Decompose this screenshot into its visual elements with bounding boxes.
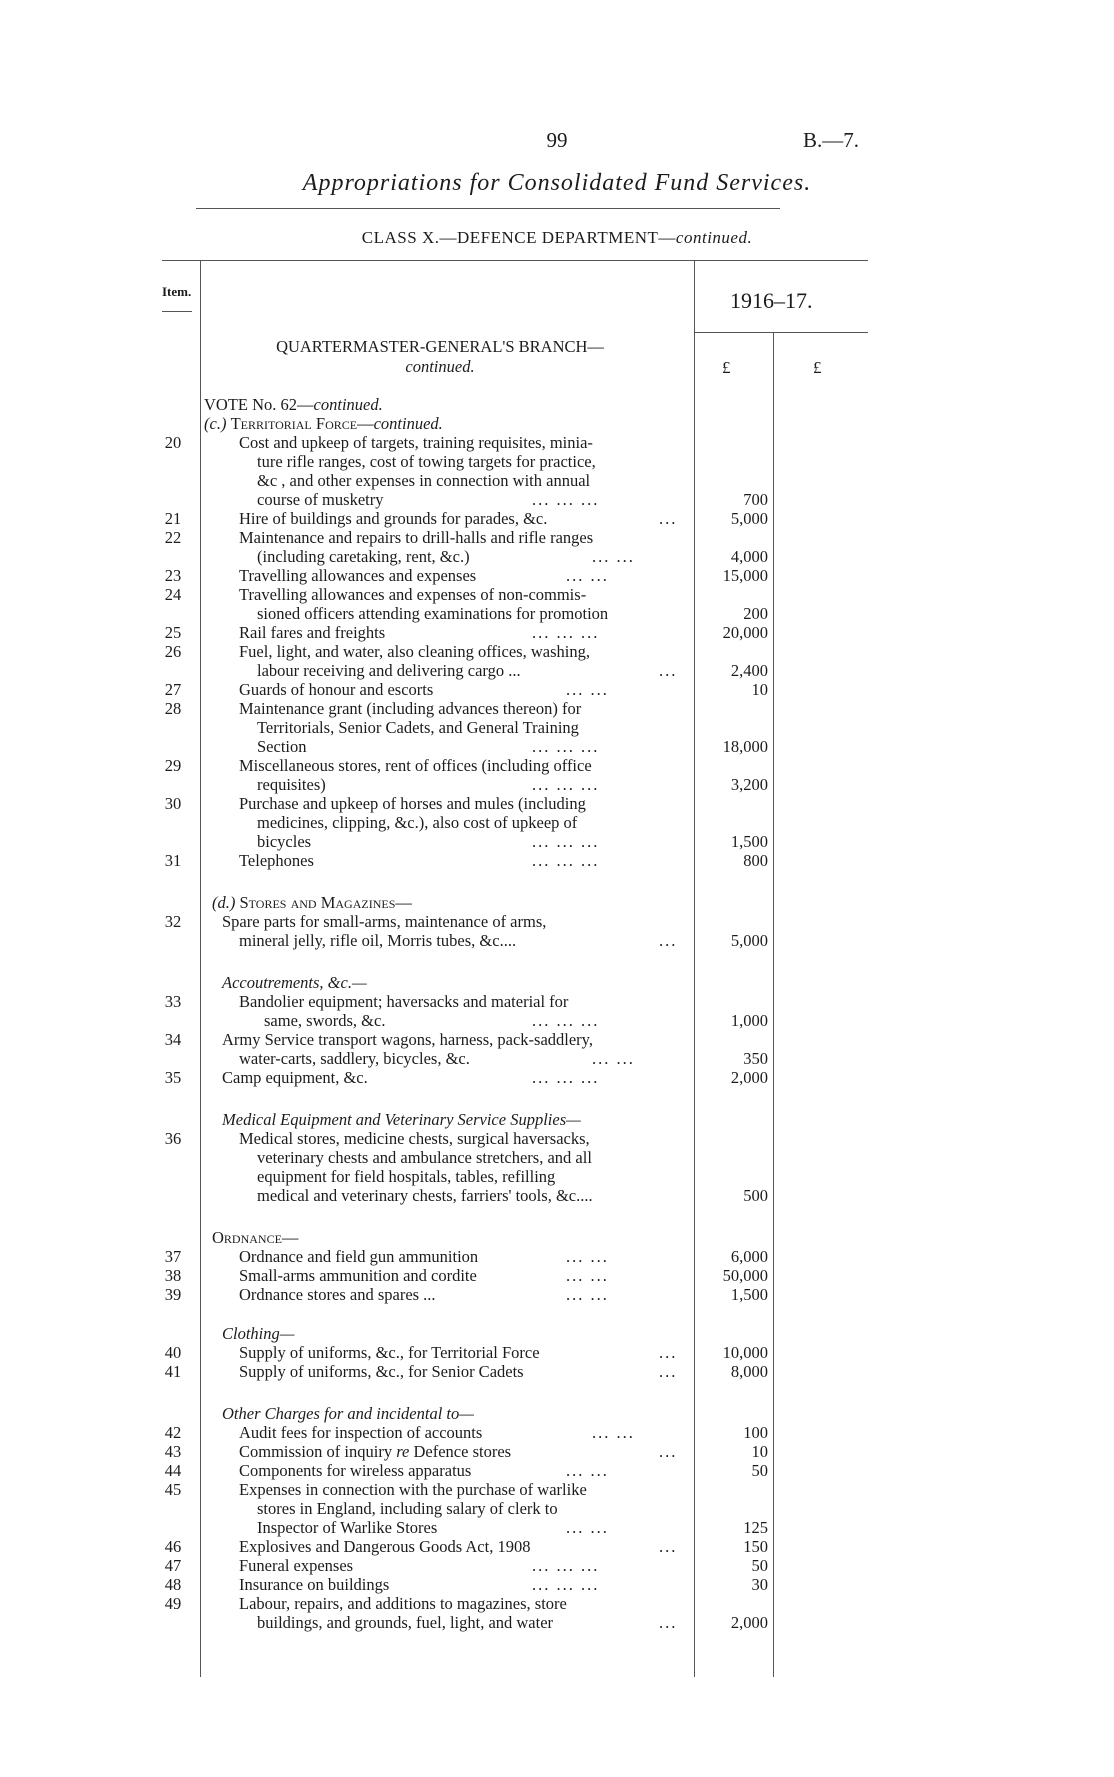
item-description: Maintenance grant (including advances thereon) for: [239, 699, 582, 718]
leader-dots: ... ...: [566, 1247, 609, 1266]
item-description: Explosives and Dangerous Goods Act, 1908: [239, 1537, 531, 1556]
leader-dots: ...: [659, 1442, 678, 1461]
leader-dots: ...: [659, 661, 678, 680]
item-description: medical and veterinary chests, farriers' tools, &c....: [257, 1186, 593, 1205]
leader-dots: ... ... ...: [532, 1011, 600, 1030]
leader-dots: ... ...: [592, 547, 635, 566]
item-amount: 15,000: [722, 566, 768, 585]
item-amount: 2,000: [730, 1068, 768, 1087]
item-description: Inspector of Warlike Stores: [257, 1518, 438, 1537]
item-description: requisites): [257, 775, 326, 794]
leader-dots: ... ... ...: [532, 1575, 600, 1594]
leader-dots: ... ... ...: [532, 851, 600, 870]
vote-heading: VOTE No. 62—continued.: [204, 395, 383, 414]
item-description: Camp equipment, &c.: [222, 1068, 368, 1087]
item-description: Cost and upkeep of targets, training requisites, minia-: [239, 433, 593, 452]
item-description: Audit fees for inspection of accounts: [239, 1423, 483, 1442]
branch-heading: QUARTERMASTER-GENERAL'S BRANCH— continued.: [276, 337, 604, 376]
item-number: 28: [164, 699, 182, 718]
item-description: Funeral expenses: [239, 1556, 354, 1575]
item-column-header: Item.: [162, 284, 192, 299]
item-amount: 10: [751, 680, 768, 699]
item-description: Bandolier equipment; haversacks and material for: [239, 992, 569, 1011]
item-amount: 30: [751, 1575, 768, 1594]
item-description: stores in England, including salary of clerk to: [257, 1499, 558, 1518]
item-number: 21: [164, 509, 182, 528]
item-number: 46: [164, 1537, 182, 1556]
item-amount: 5,000: [730, 509, 768, 528]
item-number: 47: [164, 1556, 182, 1575]
item-description: (including caretaking, rent, &c.): [257, 547, 470, 566]
item-number: 20: [164, 433, 182, 452]
item-amount: 125: [743, 1518, 768, 1537]
item-amount: 700: [743, 490, 768, 509]
item-description: labour receiving and delivering cargo ...: [257, 661, 521, 680]
item-description: Spare parts for small-arms, maintenance of arms,: [222, 912, 547, 931]
item-description: sioned officers attending examinations for promotion: [257, 604, 609, 623]
item-number: 25: [164, 623, 182, 642]
page-title: Appropriations for Consolidated Fund Services.: [302, 170, 812, 196]
item-description: Travelling allowances and expenses of non-commis-: [239, 585, 587, 604]
leader-dots: ...: [659, 931, 678, 950]
item-amount: 20,000: [722, 623, 768, 642]
item-description: Maintenance and repairs to drill-halls and rifle ranges: [239, 528, 594, 547]
item-description: Purchase and upkeep of horses and mules (including: [239, 794, 586, 813]
item-amount: 1,000: [730, 1011, 768, 1030]
leader-dots: ... ... ...: [532, 1068, 600, 1087]
item-number: 31: [164, 851, 182, 870]
subsection-heading: Medical Equipment and Veterinary Service Supplies—: [222, 1110, 581, 1129]
item-description: Ordnance stores and spares ...: [239, 1285, 436, 1304]
subsection-heading: Accoutrements, &c.—: [222, 973, 367, 992]
item-number: 44: [164, 1461, 182, 1480]
item-description: Fuel, light, and water, also cleaning offices, washing,: [239, 642, 590, 661]
item-number: 49: [164, 1594, 182, 1613]
item-description: medicines, clipping, &c.), also cost of upkeep of: [257, 813, 578, 832]
leader-dots: ... ...: [566, 566, 609, 585]
item-description: buildings, and grounds, fuel, light, and water: [257, 1613, 554, 1632]
title-rule: [196, 208, 780, 209]
item-column-rule: [200, 260, 201, 1677]
item-description: Territorials, Senior Cadets, and General Training: [257, 718, 579, 737]
year-column-header: 1916–17.: [730, 288, 813, 313]
item-description: &c , and other expenses in connection with annual: [257, 471, 591, 490]
subsection-heading: Other Charges for and incidental to—: [222, 1404, 474, 1423]
item-amount: 50: [751, 1556, 768, 1575]
item-description: Ordnance and field gun ammunition: [239, 1247, 479, 1266]
item-description: Expenses in connection with the purchase of warlike: [239, 1480, 587, 1499]
item-description: course of musketry: [257, 490, 384, 509]
leader-dots: ... ...: [566, 1266, 609, 1285]
item-amount: 200: [743, 604, 768, 623]
item-amount: 800: [743, 851, 768, 870]
page-reference: B.—7.: [803, 128, 860, 152]
item-number: 48: [164, 1575, 182, 1594]
item-description: Components for wireless apparatus: [239, 1461, 472, 1480]
item-amount: 6,000: [730, 1247, 768, 1266]
section-d-heading: (d.) Stores and Magazines—: [212, 893, 412, 912]
amount-column-rule: [773, 332, 774, 1677]
subsection-heading: Clothing—: [222, 1324, 295, 1343]
item-description: Hire of buildings and grounds for parades, &c.: [239, 509, 548, 528]
item-description: mineral jelly, rifle oil, Morris tubes, &c....: [239, 931, 517, 950]
description-column-rule: [694, 260, 695, 1677]
item-amount: 2,000: [730, 1613, 768, 1632]
item-description: Rail fares and freights: [239, 623, 386, 642]
leader-dots: ... ...: [566, 680, 609, 699]
item-amount: 8,000: [730, 1362, 768, 1381]
item-amount: 500: [743, 1186, 768, 1205]
item-number: 32: [164, 912, 182, 931]
item-number: 45: [164, 1480, 182, 1499]
item-amount: 50: [751, 1461, 768, 1480]
item-amount: 150: [743, 1537, 768, 1556]
item-number: 30: [164, 794, 182, 813]
item-number: 39: [164, 1285, 182, 1304]
item-description: Supply of uniforms, &c., for Senior Cadets: [239, 1362, 524, 1381]
item-description: Guards of honour and escorts: [239, 680, 434, 699]
item-number: 29: [164, 756, 182, 775]
leader-dots: ... ... ...: [532, 775, 600, 794]
item-amount: 1,500: [730, 1285, 768, 1304]
item-amount: 10: [751, 1442, 768, 1461]
table-top-rule: [162, 260, 868, 261]
leader-dots: ...: [659, 1537, 678, 1556]
item-description: veterinary chests and ambulance stretchers, and all: [257, 1148, 592, 1167]
item-number: 27: [164, 680, 182, 699]
leader-dots: ...: [659, 509, 678, 528]
item-number: 22: [164, 528, 182, 547]
item-description: Army Service transport wagons, harness, pack-saddlery,: [222, 1030, 593, 1049]
item-amount: 100: [743, 1423, 768, 1442]
item-description: Insurance on buildings: [239, 1575, 390, 1594]
item-amount: 18,000: [722, 737, 768, 756]
item-number: 23: [164, 566, 182, 585]
item-description: water-carts, saddlery, bicycles, &c.: [239, 1049, 470, 1068]
item-description: same, swords, &c.: [264, 1011, 386, 1030]
leader-dots: ...: [659, 1613, 678, 1632]
pound-header-2: £: [813, 358, 822, 377]
leader-dots: ... ... ...: [532, 832, 600, 851]
class-heading: CLASS X.—DEFENCE DEPARTMENT—continued.: [361, 228, 753, 247]
leader-dots: ... ... ...: [532, 737, 600, 756]
item-number: 33: [164, 992, 182, 1011]
item-amount: 10,000: [722, 1343, 768, 1362]
section-c-heading: (c.) Territorial Force—continued.: [204, 414, 443, 433]
item-description: Travelling allowances and expenses: [239, 566, 477, 585]
leader-dots: ... ...: [592, 1049, 635, 1068]
item-description: Supply of uniforms, &c., for Territorial Force: [239, 1343, 540, 1362]
item-amount: 2,400: [730, 661, 768, 680]
item-description: ture rifle ranges, cost of towing targets for practice,: [257, 452, 596, 471]
subsection-heading: Ordnance—: [212, 1228, 299, 1247]
leader-dots: ... ... ...: [532, 623, 600, 642]
item-description: Medical stores, medicine chests, surgical haversacks,: [239, 1129, 590, 1148]
item-header-rule: [162, 311, 192, 312]
year-header-rule: [694, 332, 868, 333]
leader-dots: ... ... ...: [532, 490, 600, 509]
item-description: bicycles: [257, 832, 312, 851]
item-number: 41: [164, 1362, 182, 1381]
item-number: 42: [164, 1423, 182, 1442]
item-amount: 50,000: [722, 1266, 768, 1285]
item-amount: 350: [743, 1049, 768, 1068]
item-number: 43: [164, 1442, 182, 1461]
leader-dots: ... ...: [566, 1518, 609, 1537]
leader-dots: ... ...: [566, 1461, 609, 1480]
leader-dots: ... ...: [566, 1285, 609, 1304]
item-number: 26: [164, 642, 182, 661]
pound-header-1: £: [722, 358, 731, 377]
item-description: Miscellaneous stores, rent of offices (including office: [239, 756, 592, 775]
page-number: 99: [546, 128, 568, 152]
item-amount: 3,200: [730, 775, 768, 794]
item-description: Section: [257, 737, 307, 756]
item-amount: 5,000: [730, 931, 768, 950]
item-description: Telephones: [239, 851, 314, 870]
item-number: 36: [164, 1129, 182, 1148]
item-description: Small-arms ammunition and cordite: [239, 1266, 477, 1285]
item-amount: 1,500: [730, 832, 768, 851]
item-description: Commission of inquiry re Defence stores: [239, 1442, 512, 1461]
leader-dots: ...: [659, 1362, 678, 1381]
item-number: 38: [164, 1266, 182, 1285]
item-description: Labour, repairs, and additions to magazines, store: [239, 1594, 567, 1613]
leader-dots: ... ... ...: [532, 1556, 600, 1575]
item-number: 35: [164, 1068, 182, 1087]
item-number: 40: [164, 1343, 182, 1362]
item-description: equipment for field hospitals, tables, refilling: [257, 1167, 556, 1186]
leader-dots: ...: [659, 1343, 678, 1362]
item-number: 24: [164, 585, 182, 604]
item-number: 37: [164, 1247, 182, 1266]
item-number: 34: [164, 1030, 182, 1049]
item-amount: 4,000: [730, 547, 768, 566]
leader-dots: ... ...: [592, 1423, 635, 1442]
